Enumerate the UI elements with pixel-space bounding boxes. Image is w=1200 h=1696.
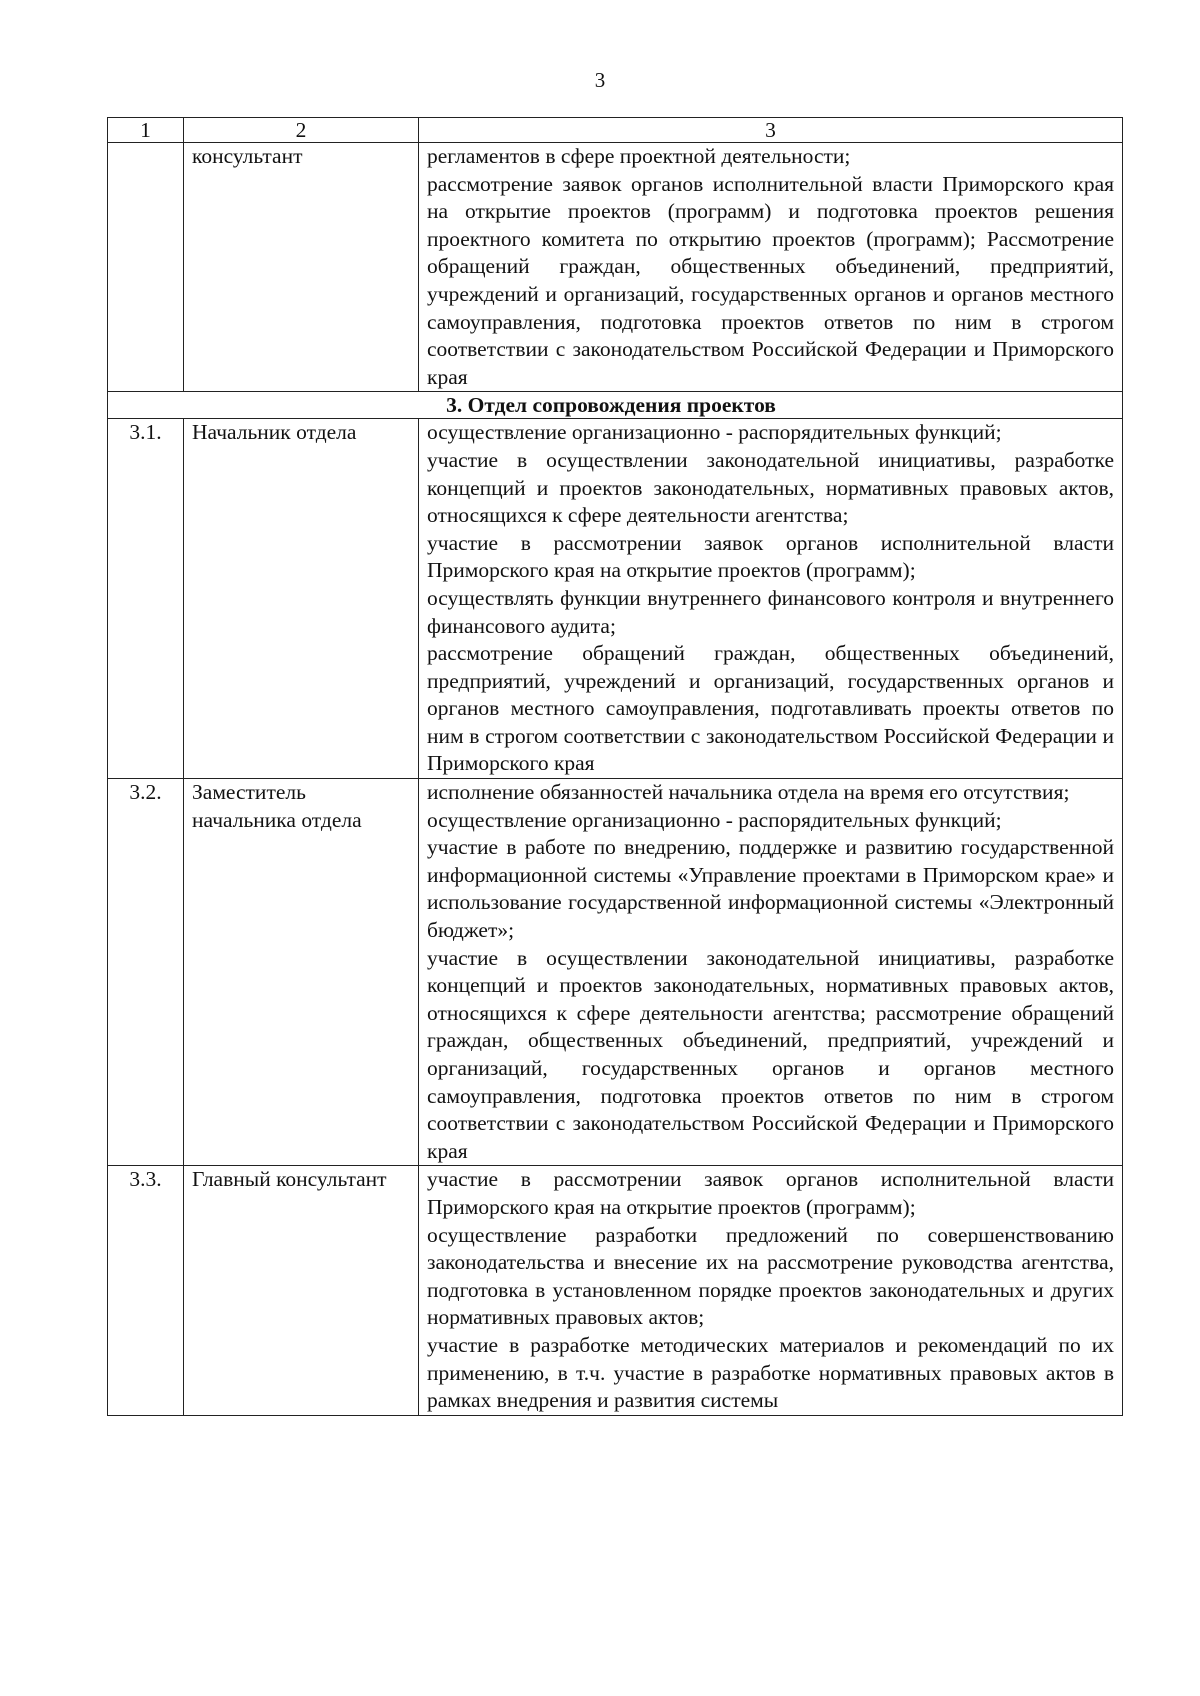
section-title: 3. Отдел сопровождения проектов bbox=[108, 392, 1123, 419]
duties-cell bbox=[419, 419, 1123, 779]
table-header-row bbox=[108, 118, 1123, 143]
duty-item: участие в осуществлении законодательной инициативы, разработке концепций и проектов законодательных, нормативных правовых актов, относящихся к сфере деятельности агентства; рассмотрение обращений граждан, общественных объединений, предприятий, учреждений и организаций, государственных органов и органов местного самоуправления, подготовка проектов ответов по ним в строгом соответствии с законодательством Российской Федерации и Приморского края bbox=[427, 945, 1114, 1163]
position-title: консультант bbox=[184, 143, 419, 392]
position-title: Заместитель начальника отдела bbox=[184, 779, 419, 1166]
header-cell-3: 3 bbox=[419, 118, 1123, 143]
row-number: 3.3. bbox=[108, 1166, 184, 1415]
position-title: Главный консультант bbox=[184, 1166, 419, 1415]
table-row bbox=[108, 1166, 1123, 1415]
duty-item: рассмотрение заявок органов исполнительной власти Приморского края на открытие проектов (программ) и подготовка проектов решения проектного комитета по открытию проектов (программ); Рассмотрение обращений граждан, общественных объединений, предприятий, учреждений и организаций, государственных органов и органов местного самоуправления, подготовка проектов ответов по ним в строгом соответствии с законодательством Российской Федерации и Приморского края bbox=[427, 171, 1114, 389]
duty-item: участие в работе по внедрению, поддержке и развитию государственной информационной системы «Управление проектами в Приморском крае» и использование государственной информационной системы «Электронный бюджет»; bbox=[427, 835, 1114, 943]
header-cell-1: 1 bbox=[108, 118, 184, 143]
section-heading-row bbox=[108, 392, 1123, 419]
position-title: Начальник отдела bbox=[184, 419, 419, 779]
header-cell-2: 2 bbox=[184, 118, 419, 143]
table-row bbox=[108, 419, 1123, 779]
duty-item: участие в рассмотрении заявок органов исполнительной власти Приморского края на открытие проектов (программ); bbox=[427, 530, 1114, 583]
duty-item: рассмотрение обращений граждан, общественных объединений, предприятий, учреждений и организаций, государственных органов и органов местного самоуправления, подготавливать проекты ответов по ним в строгом соответствии с законодательством Российской Федерации и Приморского края bbox=[427, 641, 1114, 776]
duty-item: регламентов в сфере проектной деятельности; bbox=[427, 144, 851, 168]
duty-item: осуществление разработки предложений по совершенствованию законодательства и внесение их на рассмотрение руководства агентства, подготовка в установленном порядке проектов законодательных и других нормативных правовых актов; bbox=[427, 1222, 1114, 1330]
duties-cell bbox=[419, 143, 1123, 392]
duty-item: осуществление организационно - распорядительных функций; bbox=[427, 807, 1002, 832]
duties-cell bbox=[419, 779, 1123, 1166]
duty-item: осуществлять функции внутреннего финансового контроля и внутреннего финансового аудита; bbox=[427, 585, 1114, 638]
page-number: 3 bbox=[594, 68, 606, 92]
duty-item: участие в разработке методических материалов и рекомендаций по их применению, в т.ч. участие в разработке нормативных правовых актов в рамках внедрения и развития системы bbox=[427, 1332, 1114, 1413]
table-row bbox=[108, 143, 1123, 392]
duty-item: исполнение обязанностей начальника отдела на время его отсутствия; bbox=[427, 780, 1070, 805]
duty-item: осуществление организационно - распорядительных функций; bbox=[427, 420, 1002, 445]
row-number bbox=[108, 143, 184, 392]
table-row bbox=[108, 779, 1123, 1166]
duties-cell bbox=[419, 1166, 1123, 1415]
duty-item: участие в рассмотрении заявок органов исполнительной власти Приморского края на открытие проектов (программ); bbox=[427, 1167, 1114, 1219]
duties-table bbox=[107, 117, 1123, 1416]
duty-item: участие в осуществлении законодательной инициативы, разработке концепций и проектов законодательных, нормативных правовых актов, относящихся к сфере деятельности агентства; bbox=[427, 447, 1114, 528]
row-number: 3.2. bbox=[108, 779, 184, 1166]
row-number: 3.1. bbox=[108, 419, 184, 779]
